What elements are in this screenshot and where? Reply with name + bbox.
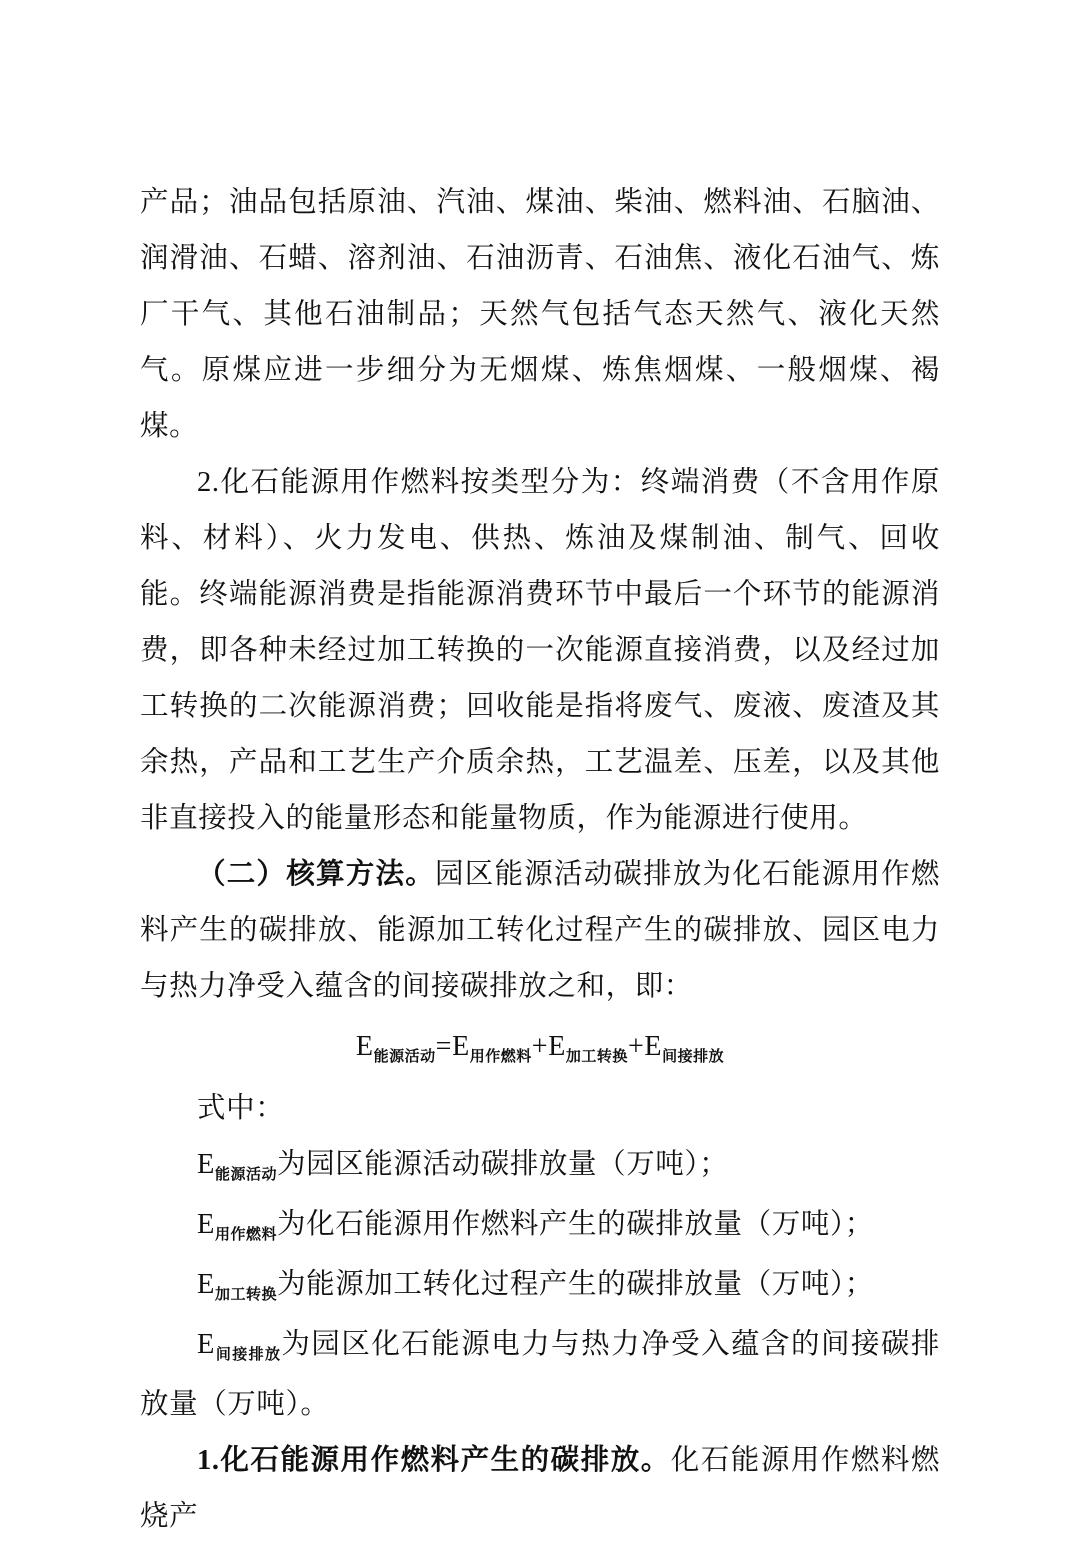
- formula-term-1-var: E: [452, 1031, 470, 1062]
- section-two-heading: （二）核算方法。: [197, 859, 435, 890]
- item-1-heading: 1.化石能源用作燃料产生的碳排放。: [197, 1445, 671, 1476]
- definition-3-text: 为能源加工转化过程产生的碳排放量（万吨）；: [277, 1269, 874, 1300]
- formula-term-3-sub: 间接排放: [662, 1049, 725, 1065]
- formula-term-2-var: E: [548, 1031, 566, 1062]
- item-1-body: 化石能源用作燃料燃烧产: [140, 1445, 941, 1532]
- formula-energy-activity: [140, 1021, 940, 1077]
- definition-3-var: E: [197, 1269, 216, 1300]
- formula-lhs-sub: 能源活动: [373, 1049, 436, 1065]
- definition-1-var: E: [197, 1149, 216, 1180]
- formula-term-3-op: +: [627, 1031, 645, 1062]
- paragraph-item-1-fuel: [140, 1433, 940, 1545]
- definition-1-sub: 能源活动: [215, 1167, 278, 1183]
- formula-term-3-var: E: [644, 1031, 663, 1062]
- paragraph-section-two: [140, 847, 940, 1015]
- where-label: 式中：: [197, 1093, 285, 1124]
- definition-3-sub: 加工转换: [215, 1287, 278, 1303]
- definition-2-var: E: [197, 1209, 216, 1240]
- formula-lhs-var: E: [355, 1031, 374, 1062]
- definition-4-sub: 间接排放: [215, 1347, 282, 1363]
- definition-1-text: 为园区能源活动碳排放量（万吨）；: [277, 1149, 729, 1180]
- section-two-body: 园区能源活动碳排放为化石能源用作燃料产生的碳排放、能源加工转化过程产生的碳排放、园区电力与热力净受入蕴含的间接碳排放之和，即：: [140, 859, 940, 1002]
- definition-indirect-emission: [140, 1317, 940, 1433]
- formula-equals: =: [435, 1031, 453, 1062]
- definition-4-text: 为园区化石能源电力与热力净受入蕴含的间接碳排放量（万吨）。: [140, 1329, 940, 1420]
- definition-energy-activity: [140, 1137, 940, 1197]
- definition-2-text: 为化石能源用作燃料产生的碳排放量（万吨）；: [277, 1209, 874, 1240]
- paragraph-item-2: 2.化石能源用作燃料按类型分为：终端消费（不含用作原料、材料）、火力发电、供热、炼油及煤制油、制气、回收能。终端能源消费是指能源消费环节中最后一个环节的能源消费，即各种未经过加工转换的一次能源直接消费，以及经过加工转换的二次能源消费；回收能是指将废气、废液、废渣及其余热，产品和工艺生产介质余热，工艺温差、压差，以及其他非直接投入的能量形态和能量物质，作为能源进行使用。: [140, 467, 940, 834]
- definition-2-sub: 用作燃料: [215, 1227, 278, 1243]
- paragraph-products: 产品；油品包括原油、汽油、煤油、柴油、燃料油、石脑油、润滑油、石蜡、溶剂油、石油沥青、石油焦、液化石油气、炼厂干气、其他石油制品；天然气包括气态天然气、液化天然气。原煤应进一步细分为无烟煤、炼焦烟煤、一般烟煤、褐煤。: [140, 187, 940, 442]
- formula-term-1-sub: 用作燃料: [469, 1049, 532, 1065]
- definition-fuel-use: [140, 1197, 940, 1257]
- formula-term-2-sub: 加工转换: [565, 1049, 628, 1065]
- definition-processing-conversion: [140, 1257, 940, 1317]
- document-body: [140, 175, 940, 1545]
- formula-term-2-op: +: [531, 1031, 549, 1062]
- definition-4-var: E: [197, 1329, 216, 1360]
